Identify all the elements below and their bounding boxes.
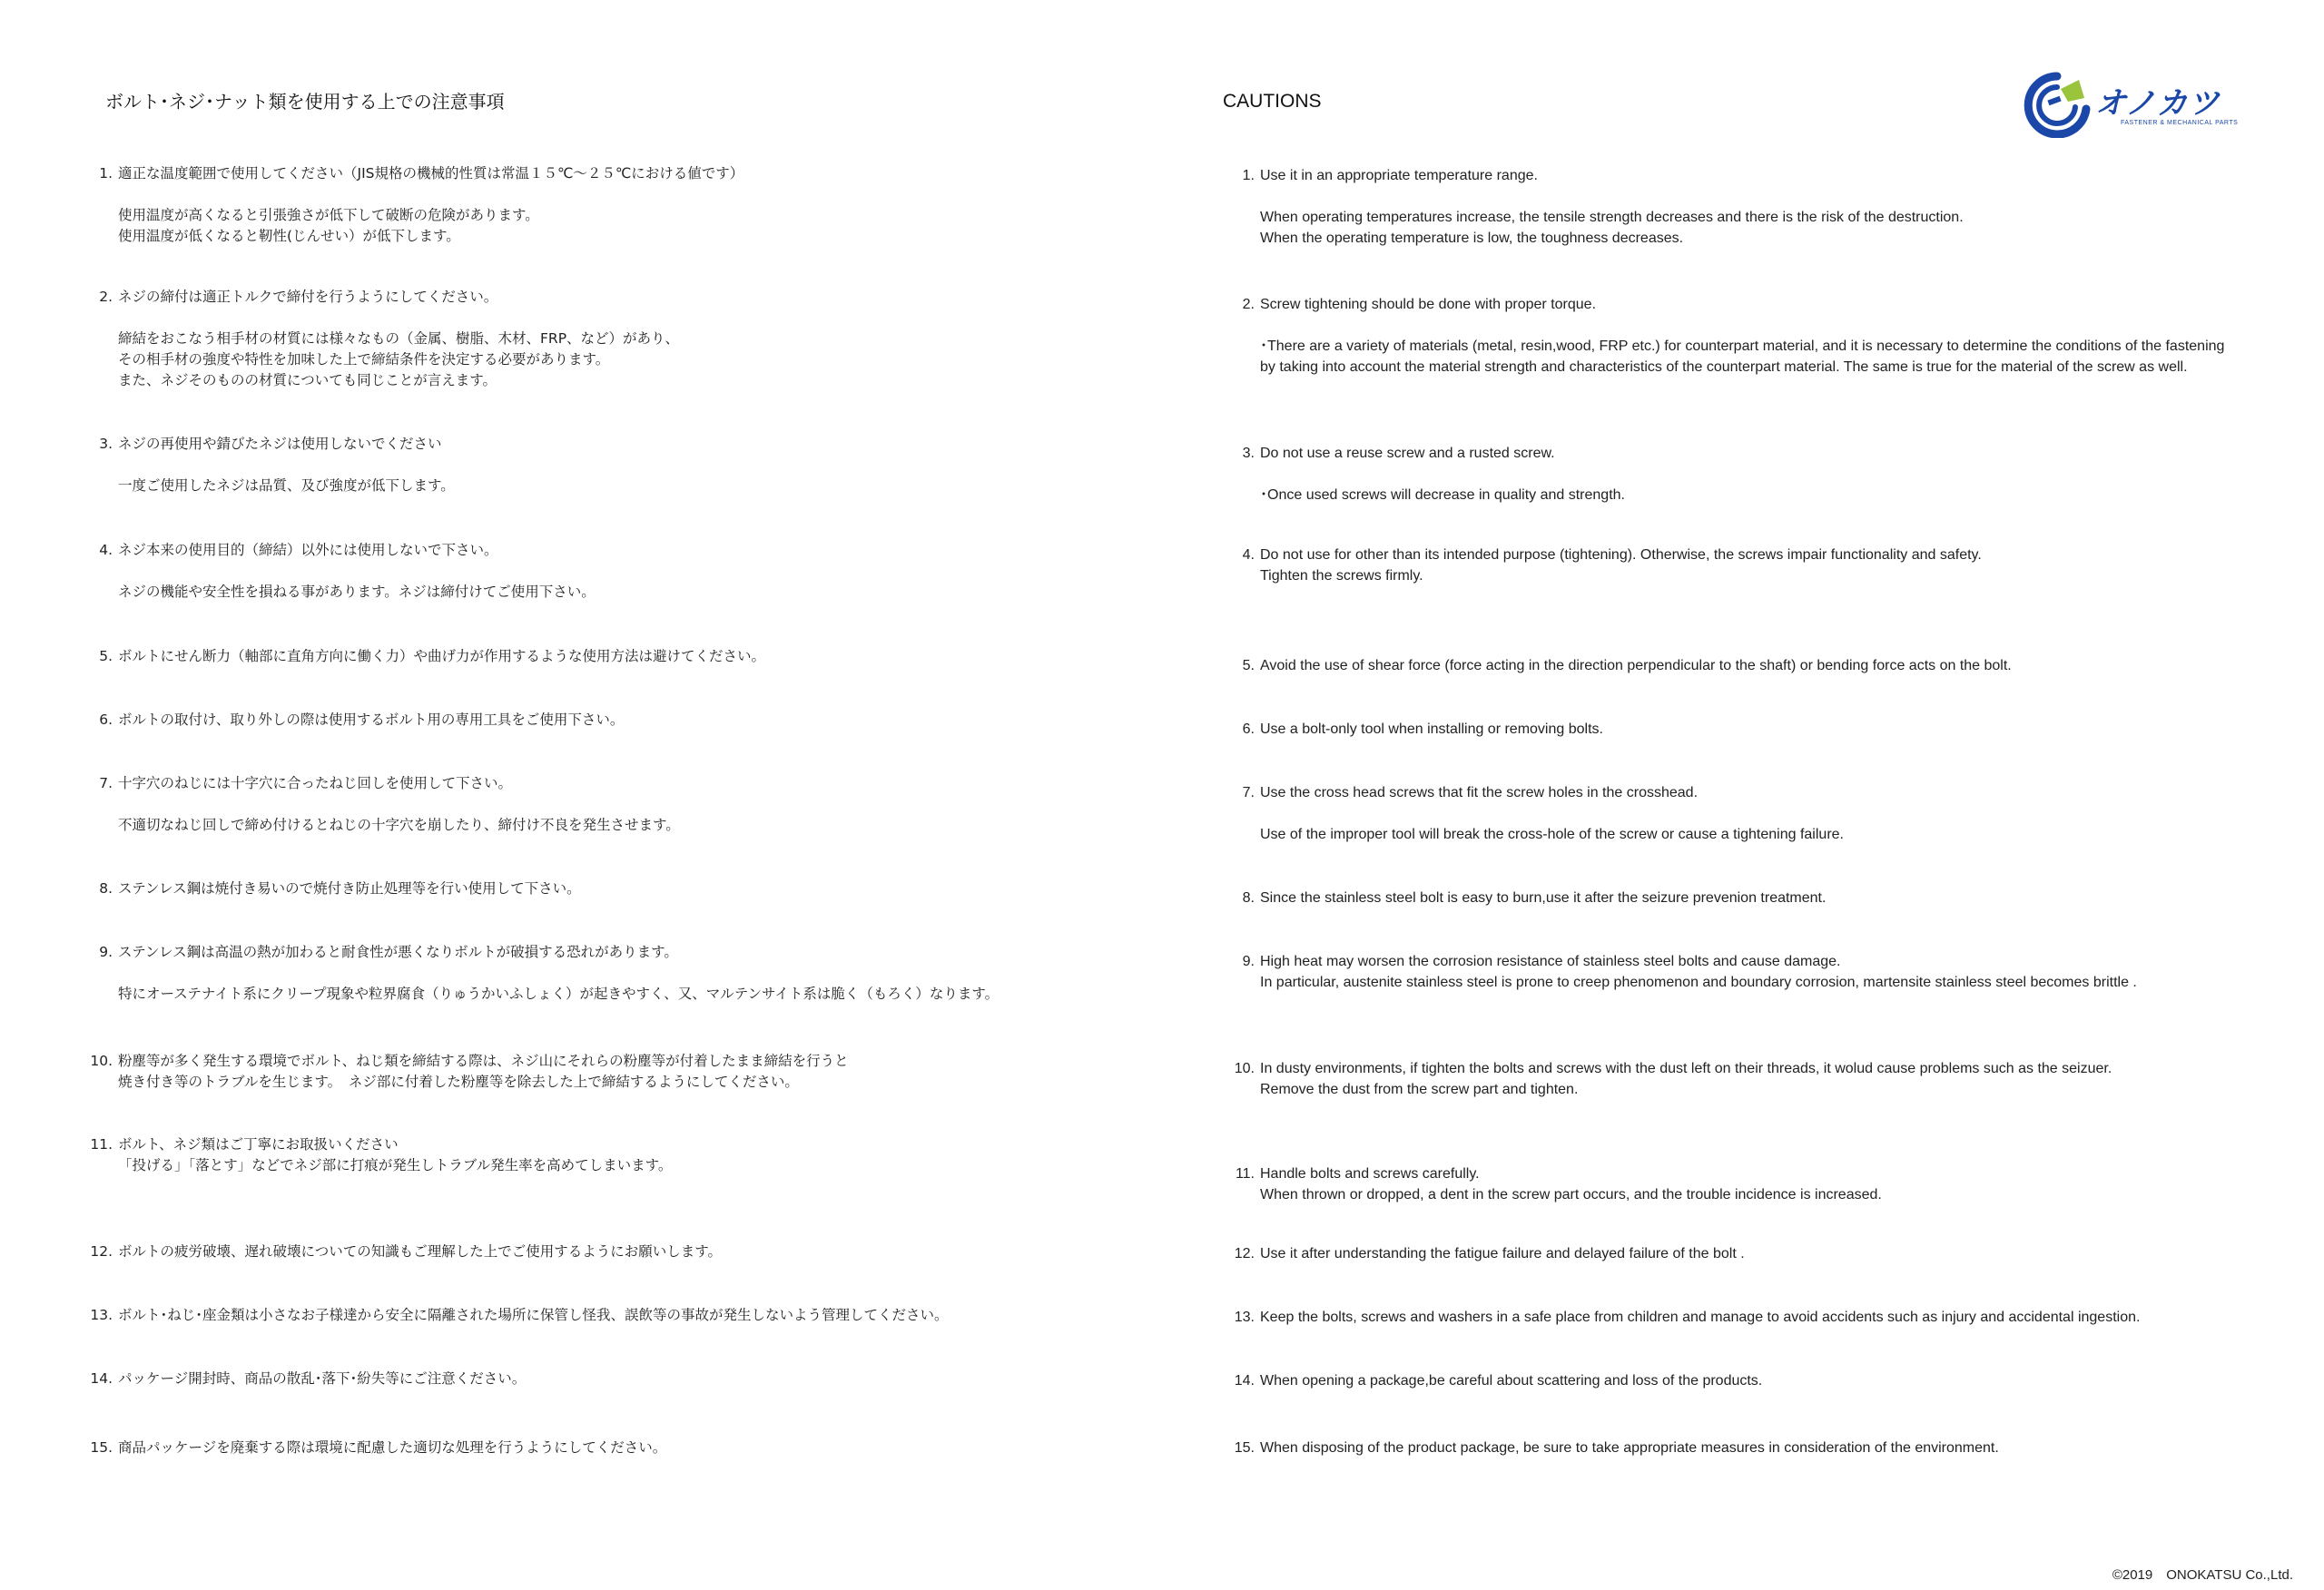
item-number: 8. — [1242, 890, 1255, 906]
item-heading: Use the cross head screws that fit the screw holes in the crosshead. — [1260, 785, 1699, 800]
english-item-7 — [1242, 782, 1844, 845]
japanese-item-3 — [99, 434, 455, 496]
item-heading: Do not use for other than its intended purpose (tightening). Otherwise, the screws impair functionality and safety. — [1260, 547, 1982, 563]
item-number: 12. — [1234, 1246, 1255, 1261]
item-heading: ボルトの疲労破壊、遅れ破壊についての知識もご理解した上でご使用するようにお願いします。 — [118, 1243, 722, 1260]
japanese-item-10 — [90, 1051, 849, 1093]
item-number: 11. — [1235, 1166, 1255, 1182]
item-number: 15. — [90, 1439, 113, 1456]
item-heading: 適正な温度範囲で使用してください（JIS規格の機械的性質は常温１５℃～２５℃における値です） — [118, 165, 744, 182]
item-number: 5. — [99, 648, 113, 664]
item-number: 7. — [1242, 785, 1255, 800]
item-detail: Use of the improper tool will break the cross-hole of the screw or cause a tightening failure. — [1260, 827, 1844, 842]
item-number: 14. — [1234, 1373, 1255, 1389]
item-heading: Avoid the use of shear force (force acting in the direction perpendicular to the shaft) or bending force acts on the bolt. — [1260, 658, 2012, 673]
item-heading: When opening a package,be careful about scattering and loss of the products. — [1260, 1373, 1763, 1389]
item-spacer — [1260, 464, 1625, 485]
item-detail: 不適切なねじ回しで締め付けるとねじの十字穴を崩したり、締付け不良を発生させます。 — [118, 817, 680, 833]
item-spacer — [118, 794, 680, 815]
item-number: 4. — [99, 542, 113, 558]
japanese-item-5 — [99, 646, 766, 667]
item-spacer — [118, 561, 596, 582]
english-item-13 — [1234, 1307, 2141, 1328]
item-number: 9. — [99, 944, 113, 960]
item-number: 14. — [90, 1370, 113, 1387]
japanese-item-4 — [99, 540, 596, 603]
item-heading: Do not use a reuse screw and a rusted screw. — [1260, 446, 1555, 461]
english-item-11 — [1235, 1163, 1882, 1205]
japanese-item-12 — [90, 1242, 722, 1262]
item-heading: パッケージ開封時、商品の散乱･落下･紛失等にご注意ください。 — [118, 1370, 527, 1387]
japanese-item-13 — [90, 1305, 949, 1326]
item-detail: When thrown or dropped, a dent in the screw part occurs, and the trouble incidence is increased. — [1260, 1187, 1882, 1202]
item-spacer — [1260, 315, 2224, 336]
english-item-9 — [1242, 951, 2137, 993]
english-item-10 — [1234, 1058, 2112, 1100]
copyright-footer: ©2019 ONOKATSU Co.,Ltd. — [2112, 1567, 2293, 1583]
item-number: 8. — [99, 880, 113, 897]
item-number: 13. — [90, 1307, 113, 1323]
japanese-item-8 — [99, 878, 581, 899]
japanese-item-9 — [99, 942, 1000, 1005]
item-heading: ネジの締付は適正トルクで締付を行うようにしてください。 — [118, 289, 498, 305]
item-detail: Remove the dust from the screw part and tighten. — [1260, 1082, 1579, 1097]
item-spacer — [118, 184, 743, 205]
item-spacer — [118, 963, 999, 984]
japanese-item-6 — [99, 710, 625, 731]
japanese-title: ボルト･ネジ･ナット類を使用する上での注意事項 — [105, 91, 505, 113]
item-heading: 十字穴のねじには十字穴に合ったねじ回しを使用して下さい。 — [118, 775, 513, 791]
english-item-15 — [1234, 1438, 1999, 1458]
logo-text: オノカツ — [2095, 85, 2221, 122]
item-heading: ネジの再使用や錆びたネジは使用しないでください — [118, 436, 442, 452]
item-detail: 焼き付き等のトラブルを生じます。 ネジ部に付着した粉塵等を除去した上で締結するようにしてください。 — [118, 1074, 799, 1090]
item-heading: ボルトの取付け、取り外しの際は使用するボルト用の専用工具をご使用下さい。 — [118, 712, 625, 728]
item-number: 6. — [99, 712, 113, 728]
item-number: 3. — [99, 436, 113, 452]
japanese-item-15 — [90, 1438, 667, 1458]
item-number: 2. — [1242, 297, 1255, 312]
item-heading: Handle bolts and screws carefully. — [1260, 1166, 1480, 1182]
item-heading: 粉塵等が多く発生する環境でボルト、ねじ類を締結する際は、ネジ山にそれらの粉塵等が付着したまま締結を行うと — [118, 1053, 849, 1069]
item-number: 10. — [90, 1053, 113, 1069]
english-title: CAUTIONS — [1223, 91, 1322, 112]
item-detail: When the operating temperature is low, the toughness decreases. — [1260, 231, 1684, 246]
item-heading: In dusty environments, if tighten the bolts and screws with the dust left on their threads, it wolud cause problems such as the seizuer. — [1260, 1061, 2112, 1076]
item-detail: 特にオーステナイト系にクリープ現象や粒界腐食（りゅうかいふしょく）が起きやすく、又、マルテンサイト系は脆く（もろく）なります。 — [118, 986, 1000, 1002]
item-spacer — [1260, 803, 1844, 824]
item-heading: 商品パッケージを廃棄する際は環境に配慮した適切な処理を行うようにしてください。 — [118, 1439, 667, 1456]
japanese-item-14 — [90, 1369, 527, 1389]
item-number: 1. — [99, 165, 113, 182]
english-item-4 — [1242, 545, 1982, 586]
item-heading: ネジ本来の使用目的（締結）以外には使用しないで下さい。 — [118, 542, 498, 558]
item-spacer — [118, 308, 679, 329]
item-detail: 一度ご使用したネジは品質、及び強度が低下します。 — [118, 477, 455, 494]
item-detail: ･There are a variety of materials (metal, resin,wood, FRP etc.) for counterpart material, and it is necessary to determine the conditions of the fastening — [1260, 339, 2225, 354]
onokatsu-logo-icon — [2021, 71, 2093, 138]
item-number: 12. — [90, 1243, 113, 1260]
item-detail: by taking into account the material strength and characteristics of the counterpart material. The same is true for the material of the screw as well. — [1260, 359, 2188, 375]
item-heading: When disposing of the product package, be sure to take appropriate measures in consideration of the environment. — [1260, 1440, 1999, 1456]
item-detail: 締結をおこなう相手材の材質には様々なもの（金属、樹脂、木材、FRP、など）があり、 — [118, 330, 680, 347]
item-detail: 使用温度が高くなると引張強さが低下して破断の危険があります。 — [118, 207, 539, 223]
item-number: 15. — [1234, 1440, 1255, 1456]
item-number: 3. — [1242, 446, 1255, 461]
item-detail: ･Once used screws will decrease in quality and strength. — [1260, 487, 1625, 503]
item-number: 11. — [90, 1136, 113, 1153]
item-heading: Keep the bolts, screws and washers in a safe place from children and manage to avoid accidents such as injury and accidental ingestion. — [1260, 1310, 2141, 1325]
item-detail: In particular, austenite stainless steel is prone to creep phenomenon and boundary corrosion, martensite stainless steel becomes brittle . — [1260, 975, 2137, 990]
company-logo — [2021, 71, 2239, 138]
japanese-item-1 — [99, 163, 744, 247]
item-number: 5. — [1242, 658, 1255, 673]
item-number: 13. — [1234, 1310, 1255, 1325]
item-number: 2. — [99, 289, 113, 305]
item-heading: Use it after understanding the fatigue failure and delayed failure of the bolt . — [1260, 1246, 1745, 1261]
logo-subtitle: FASTENER & MECHANICAL PARTS — [2121, 120, 2239, 126]
item-heading: ステンレス鋼は高温の熱が加わると耐食性が悪くなりボルトが破損する恐れがあります。 — [118, 944, 678, 960]
item-heading: Since the stainless steel bolt is easy to burn,use it after the seizure prevenion treatment. — [1260, 890, 1827, 906]
english-item-2 — [1242, 294, 2225, 378]
item-detail: 使用温度が低くなると靭性(じんせい）が低下します。 — [118, 228, 460, 244]
item-number: 10. — [1234, 1061, 1255, 1076]
item-heading: Use it in an appropriate temperature range. — [1260, 168, 1538, 183]
item-heading: ステンレス鋼は焼付き易いので焼付き防止処理等を行い使用して下さい。 — [118, 880, 581, 897]
english-item-1 — [1242, 165, 1964, 249]
item-detail: 「投げる」「落とす」などでネジ部に打痕が発生しトラブル発生率を高めてしまいます。 — [118, 1157, 673, 1173]
item-heading: Screw tightening should be done with proper torque. — [1260, 297, 1597, 312]
english-item-5 — [1242, 655, 2012, 676]
item-detail: Tighten the screws firmly. — [1260, 568, 1423, 584]
item-number: 6. — [1242, 721, 1255, 737]
item-heading: ボルト、ネジ類はご丁寧にお取扱いください — [118, 1136, 399, 1153]
japanese-item-7 — [99, 773, 680, 836]
item-heading: Use a bolt-only tool when installing or removing bolts. — [1260, 721, 1603, 737]
item-detail: また、ネジそのものの材質についても同じことが言えます。 — [118, 372, 497, 388]
item-heading: High heat may worsen the corrosion resistance of stainless steel bolts and cause damage. — [1260, 954, 1841, 969]
item-spacer — [1260, 186, 1964, 207]
english-item-14 — [1234, 1370, 1763, 1391]
english-item-3 — [1242, 443, 1625, 505]
item-number: 9. — [1242, 954, 1255, 969]
item-detail: ネジの機能や安全性を損ねる事があります。ネジは締付けてご使用下さい。 — [118, 584, 596, 600]
japanese-item-11 — [90, 1134, 673, 1176]
item-number: 4. — [1242, 547, 1255, 563]
item-heading: ボルトにせん断力（軸部に直角方向に働く力）や曲げ力が作用するような使用方法は避けてください。 — [118, 648, 766, 664]
english-item-12 — [1234, 1243, 1745, 1264]
item-spacer — [118, 455, 455, 476]
item-detail: その相手材の強度や特性を加味した上で締結条件を決定する必要があります。 — [118, 351, 610, 368]
item-heading: ボルト･ねじ･座金類は小さなお子様達から安全に隔離された場所に保管し怪我、誤飲等の事故が発生しないよう管理してください。 — [118, 1307, 949, 1323]
item-number: 7. — [99, 775, 113, 791]
item-detail: When operating temperatures increase, the tensile strength decreases and there is the risk of the destruction. — [1260, 210, 1964, 225]
japanese-item-2 — [99, 287, 680, 391]
item-number: 1. — [1242, 168, 1255, 183]
english-item-8 — [1242, 888, 1827, 908]
english-item-6 — [1242, 719, 1603, 740]
